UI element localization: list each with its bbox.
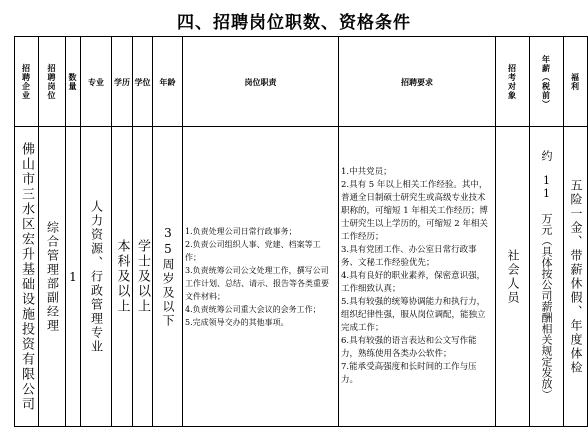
salary-cell: [530, 127, 564, 427]
requirement-item: 6.具有较强的语言表达和公文写作能力，熟练使用各类办公软件；: [341, 336, 477, 359]
duty-item: 3.负责统筹公司公文处理工作，撰写公司工作计划、总结、请示、报告等各类重要文件材料；: [185, 265, 329, 301]
requirement-item: 7.能承受高强度和长时间的工作与压力。: [341, 362, 477, 385]
header-major: 专业: [81, 37, 112, 127]
target-cell: 社会人员: [496, 127, 530, 427]
requirement-item: 4.具有良好的职业素养，保密意识强，工作细致认真；: [341, 271, 486, 294]
salary-note: （具体按公司薪酬相关规定发放）: [540, 235, 553, 400]
page-title: 四、招聘岗位职数、资格条件: [177, 13, 411, 33]
duties-cell: [183, 127, 339, 427]
header-salary: 年薪（税前）: [530, 37, 564, 127]
duty-item: 5.完成领导交办的其他事项。: [185, 317, 289, 327]
header-benefits: 福利: [564, 37, 588, 127]
company-cell: 佛山市三水区宏升基础设施投资有限公司: [15, 127, 39, 427]
degree-cell: 学士及以上: [133, 127, 153, 427]
requirement-item: 3.具有党团工作、办公室日常行政事务、文秘工作经验优先；: [341, 245, 477, 268]
recruitment-table: [14, 36, 588, 427]
education-cell: 本科及以上: [112, 127, 133, 427]
header-row: [15, 37, 588, 127]
table-row: [15, 127, 588, 427]
benefits-cell: 五险一金、带薪休假、年度体检: [564, 127, 588, 427]
header-education: 学历: [112, 37, 133, 127]
salary-main: 约 11 万元: [540, 150, 553, 235]
duty-item: 4.负责统筹公司重大会议的会务工作；: [185, 304, 321, 314]
header-age: 年龄: [153, 37, 183, 127]
major-cell: 人力资源、行政管理专业: [81, 127, 112, 427]
header-company: 招聘企业: [15, 37, 39, 127]
count-cell: 1: [66, 127, 81, 427]
header-duties: 岗位职责: [183, 37, 339, 127]
age-cell: 35周岁及以下: [153, 127, 183, 427]
header-requirements: 招聘要求: [339, 37, 496, 127]
position-cell: 综合管理部副经理: [39, 127, 66, 427]
requirements-cell: [339, 127, 496, 427]
duty-item: 1.负责处理公司日常行政事务；: [185, 226, 297, 236]
requirement-item: 2.具有 5 年以上相关工作经验。其中，普通全日制硕士研究生或高级专业技术职称的，可缩短 1 年相关工作经历；博士研究生以上学历的，可缩短 2 年相关工作经历；: [341, 180, 488, 242]
header-degree: 学位: [133, 37, 153, 127]
duty-item: 2.负责公司组织人事、党建、档案等工作；: [185, 239, 321, 262]
requirement-item: 1.中共党员；: [341, 167, 392, 177]
header-position: 招聘岗位: [39, 37, 66, 127]
header-target: 招考对象: [496, 37, 530, 127]
requirement-item: 5.具有较强的统筹协调能力和执行力，组织纪律性强，服从岗位调配，能独立完成工作；: [341, 297, 486, 333]
header-count: 数量: [66, 37, 81, 127]
